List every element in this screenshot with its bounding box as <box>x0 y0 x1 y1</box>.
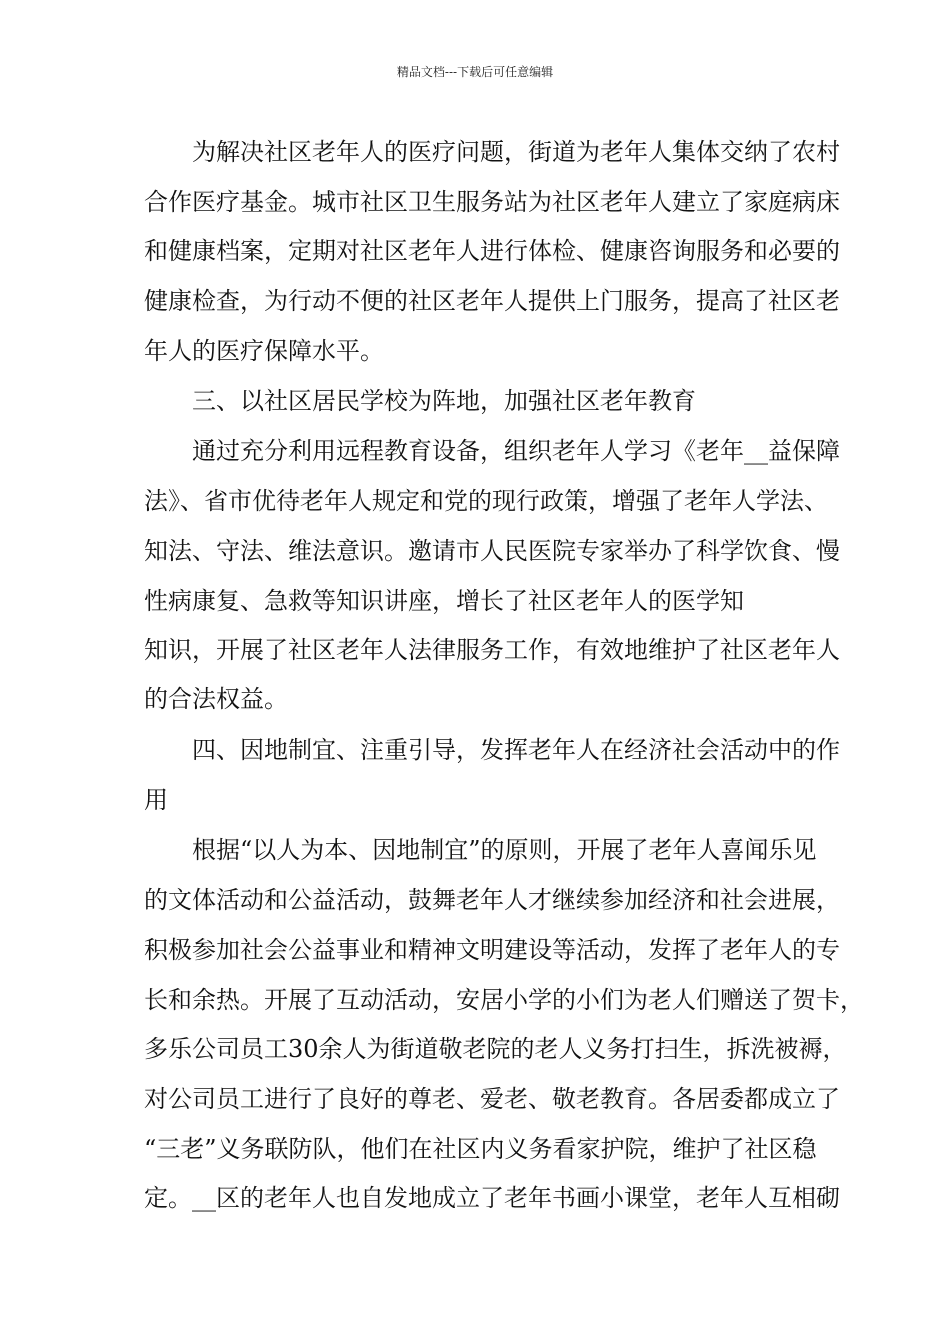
body-line: 多乐公司员工30余人为街道敬老院的老人义务打扫生，拆洗被褥， <box>144 1035 847 1063</box>
body-line: 性病康复、急救等知识讲座，增长了社区老年人的医学知 <box>144 587 744 615</box>
section-heading: 三、以社区居民学校为阵地，加强社区老年教育 <box>192 387 696 415</box>
body-line: 为解决社区老年人的医疗问题，街道为老年人集体交纳了农村 <box>192 138 840 166</box>
body-line: 年人的医疗保障水平。 <box>144 337 384 365</box>
body-line: 法》、省市优待老年人规定和党的现行政策，增强了老年人学法、 <box>144 487 828 515</box>
body-line: “三老”义务联防队，他们在社区内义务看家护院，维护了社区稳 <box>144 1135 817 1163</box>
page-header: 精品文档---下载后可任意编辑 <box>396 65 554 79</box>
section-heading: 四、因地制宜、注重引导，发挥老年人在经济社会活动中的作 <box>192 736 840 764</box>
body-line: 通过充分利用远程教育设备，组织老年人学习《老年__益保障 <box>192 437 840 465</box>
body-line: 知识，开展了社区老年人法律服务工作，有效地维护了社区老年人 <box>144 636 840 664</box>
section-heading-continuation: 用 <box>144 786 168 814</box>
body-line: 的文体活动和公益活动，鼓舞老年人才继续参加经济和社会进展， <box>144 886 840 914</box>
body-line: 定。__区的老年人也自发地成立了老年书画小课堂，老年人互相砌 <box>144 1184 840 1212</box>
body-line: 对公司员工进行了良好的尊老、爱老、敬老教育。各居委都成立了 <box>144 1085 840 1113</box>
body-line: 知法、守法、维法意识。邀请市人民医院专家举办了科学饮食、慢 <box>144 537 840 565</box>
body-line: 积极参加社会公益事业和精神文明建设等活动，发挥了老年人的专 <box>144 936 840 964</box>
body-line: 根据“以人为本、因地制宜”的原则，开展了老年人喜闻乐见 <box>192 836 817 864</box>
body-line: 长和余热。开展了互动活动，安居小学的小们为老人们赠送了贺卡， <box>144 986 864 1014</box>
body-line: 健康检查，为行动不便的社区老年人提供上门服务，提高了社区老 <box>144 287 840 315</box>
body-line: 合作医疗基金。城市社区卫生服务站为社区老年人建立了家庭病床 <box>144 188 840 216</box>
body-line: 的合法权益。 <box>144 685 288 713</box>
body-line: 和健康档案，定期对社区老年人进行体检、健康咨询服务和必要的 <box>144 237 840 265</box>
